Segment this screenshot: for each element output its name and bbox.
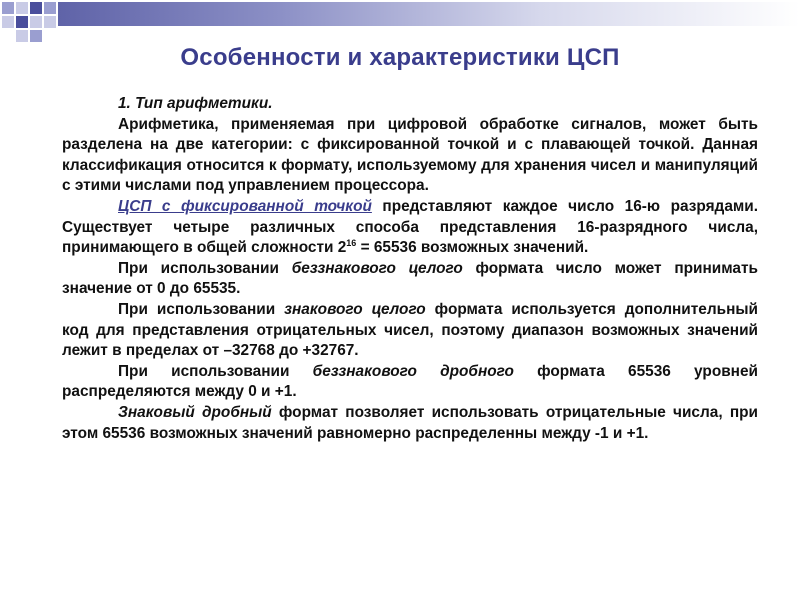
exponent: 16 <box>346 238 357 249</box>
term-unsigned-fraction: беззнакового дробного <box>312 362 514 380</box>
slide-body <box>62 94 758 444</box>
header-decoration <box>0 0 800 44</box>
deco-square <box>30 2 42 14</box>
paragraph-fixed-point: ЦСП с фиксированной точкой представляют каждое число 16-ю разрядами. Существует четыре различных способа представления 16-разрядного числа, принимающего в общей сложности $2^{16} = 65536$ возможных значений. <box>62 197 758 257</box>
term-signed-fraction: Знаковый дробный <box>118 403 272 421</box>
term-unsigned-integer: беззнакового целого <box>291 259 463 277</box>
paragraph-signed-fraction: Знаковый дробный формат позволяет использовать отрицательные числа, при этом 65536 возможных значений равномерно распределенны между -1 и +1. <box>62 403 758 442</box>
paragraph-signed-integer: При использовании знакового целого формата используется дополнительный код для представления отрицательных чисел, поэтому диапазон возможных значений лежит в пределах от –32768 до +32767. <box>62 300 759 360</box>
paragraph-unsigned-fraction: При использовании беззнакового дробного формата 65536 уровней распределяются между 0 и +1. <box>62 362 758 401</box>
deco-square <box>44 2 56 14</box>
header-gradient-bar <box>58 2 800 26</box>
deco-square <box>16 2 28 14</box>
paragraph-unsigned-integer: При использовании беззнакового целого формата число может принимать значение от 0 до 65535. <box>62 259 758 298</box>
deco-square <box>2 16 14 28</box>
deco-square <box>16 16 28 28</box>
deco-square <box>30 30 42 42</box>
paragraph-arithmetic: Арифметика, применяемая при цифровой обработке сигналов, может быть разделена на две категории: с фиксированной точкой и с плавающей точкой. Данная классификация относится к формату, используемому для хранения чисел и манипуляций с этими числами под управлением процессора. <box>62 115 758 195</box>
term-signed-integer: знакового целого <box>284 300 426 318</box>
deco-square <box>2 2 14 14</box>
deco-square <box>44 16 56 28</box>
slide-title: Особенности и характеристики ЦСП <box>180 44 620 71</box>
term-fixed-point-dsp: ЦСП с фиксированной точкой <box>118 197 372 215</box>
deco-square <box>16 30 28 42</box>
section-heading: 1. Тип арифметики. <box>118 95 273 112</box>
deco-square <box>30 16 42 28</box>
